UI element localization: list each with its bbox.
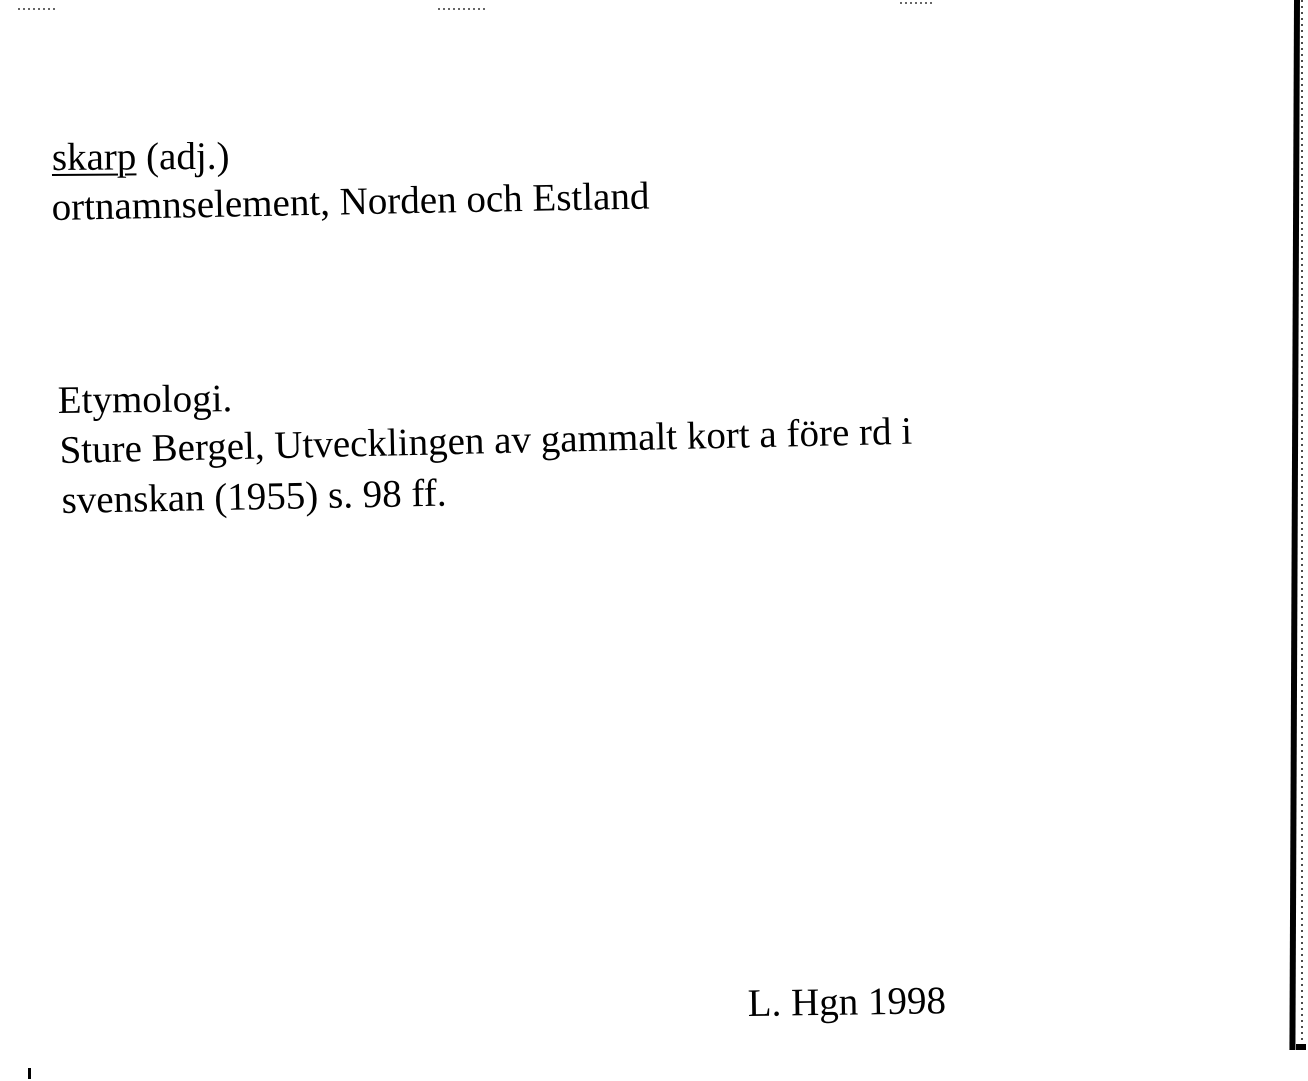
entry-description: ortnamnselement, Norden och Estland xyxy=(51,174,650,229)
headword: skarp xyxy=(51,135,137,179)
author-signature: L. Hgn 1998 xyxy=(747,979,947,1025)
scan-noise xyxy=(438,8,488,10)
part-of-speech: (adj.) xyxy=(145,134,230,179)
etymology-reference-line-1: Sture Bergel, Utvecklingen av gammalt kort a före rd i xyxy=(59,409,913,472)
card-right-edge xyxy=(1289,0,1300,1050)
entry-headline xyxy=(51,134,230,179)
card-right-edge-texture xyxy=(1301,0,1303,1050)
scan-noise xyxy=(900,2,935,4)
scan-noise xyxy=(18,8,58,10)
corner-mark xyxy=(1296,1044,1306,1050)
etymology-reference-line-2: svenskan (1955) s. 98 ff. xyxy=(61,471,447,522)
etymology-heading: Etymologi. xyxy=(57,377,233,422)
corner-mark xyxy=(28,1068,31,1079)
